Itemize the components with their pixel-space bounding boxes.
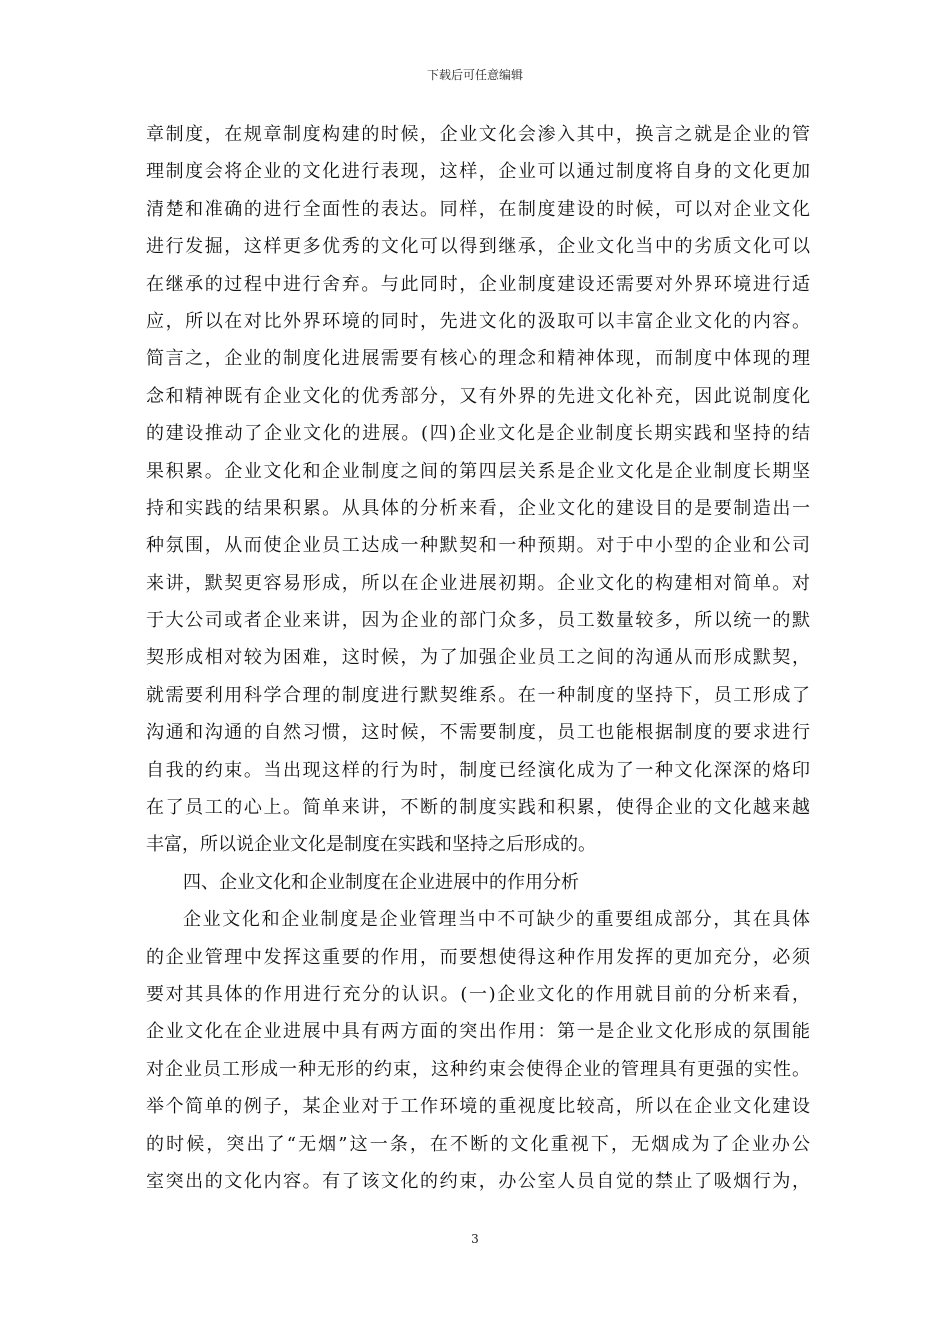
text-line: 企业文化和企业制度是企业管理当中不可缺少的重要组成部分，其在具体 [183,909,810,931]
page-header: 下载后可任意编辑 [426,68,523,82]
text-line: 室突出的文化内容。有了该文化的约束，办公室人员自觉的禁止了吸烟行为， [146,1170,810,1192]
text-line: 简言之，企业的制度化进展需要有核心的理念和精神体现，而制度中体现的理 [146,348,810,370]
text-line: 的企业管理中发挥这重要的作用，而要想使得这种作用发挥的更加充分，必须 [146,946,810,968]
text-line: 种氛围，从而使企业员工达成一种默契和一种预期。对于中小型的企业和公司 [146,535,810,557]
text-line: 持和实践的结果积累。从具体的分析来看，企业文化的建设目的是要制造出一 [146,497,810,519]
page-number: 3 [471,1232,479,1246]
text-line: 企业文化在企业进展中具有两方面的突出作用：第一是企业文化形成的氛围能 [146,1021,810,1043]
text-line: 在了员工的心上。简单来讲，不断的制度实践和积累，使得企业的文化越来越 [146,797,810,819]
section-heading: 四、企业文化和企业制度在企业进展中的作用分析 [183,871,579,893]
text-line: 清楚和准确的进行全面性的表达。同样，在制度建设的时候，可以对企业文化 [146,198,810,220]
text-line: 来讲，默契更容易形成，所以在企业进展初期。企业文化的构建相对简单。对 [146,572,810,594]
text-line: 的建设推动了企业文化的进展。(四)企业文化是企业制度长期实践和坚持的结 [146,423,810,445]
text-line: 在继承的过程中进行舍弃。与此同时，企业制度建设还需要对外界环境进行适 [146,273,810,295]
text-line: 于大公司或者企业来讲，因为企业的部门众多，员工数量较多，所以统一的默 [146,610,810,632]
text-line: 应，所以在对比外界环境的同时，先进文化的汲取可以丰富企业文化的内容。 [146,310,810,332]
text-line: 沟通和沟通的自然习惯，这时候，不需要制度，员工也能根据制度的要求进行 [146,722,810,744]
text-line: 丰富，所以说企业文化是制度在实践和坚持之后形成的。 [146,834,596,856]
text-line: 理制度会将企业的文化进行表现，这样，企业可以通过制度将自身的文化更加 [146,161,810,183]
body-text [146,116,810,1200]
text-line: 对企业员工形成一种无形的约束，这种约束会使得企业的管理具有更强的实性。 [146,1058,810,1080]
text-line: 就需要利用科学合理的制度进行默契维系。在一种制度的坚持下，员工形成了 [146,684,810,706]
text-line: 念和精神既有企业文化的优秀部分，又有外界的先进文化补充，因此说制度化 [146,385,810,407]
paragraph-1 [146,116,810,864]
text-line: 自我的约束。当出现这样的行为时，制度已经演化成为了一种文化深深的烙印 [146,759,810,781]
text-line: 果积累。企业文化和企业制度之间的第四层关系是企业文化是企业制度长期坚 [146,460,810,482]
text-line: 契形成相对较为困难，这时候，为了加强企业员工之间的沟通从而形成默契， [146,647,810,669]
text-line: 进行发掘，这样更多优秀的文化可以得到继承，企业文化当中的劣质文化可以 [146,236,810,258]
text-line: 章制度，在规章制度构建的时候，企业文化会渗入其中，换言之就是企业的管 [146,124,810,145]
text-line: 举个简单的例子，某企业对于工作环境的重视度比较高，所以在企业文化建设 [146,1096,810,1118]
text-line: 要对其具体的作用进行充分的认识。(一)企业文化的作用就目前的分析来看， [146,983,810,1005]
text-line: 的时候，突出了“无烟”这一条，在不断的文化重视下，无烟成为了企业办公 [146,1133,810,1155]
paragraph-2 [146,901,810,1200]
